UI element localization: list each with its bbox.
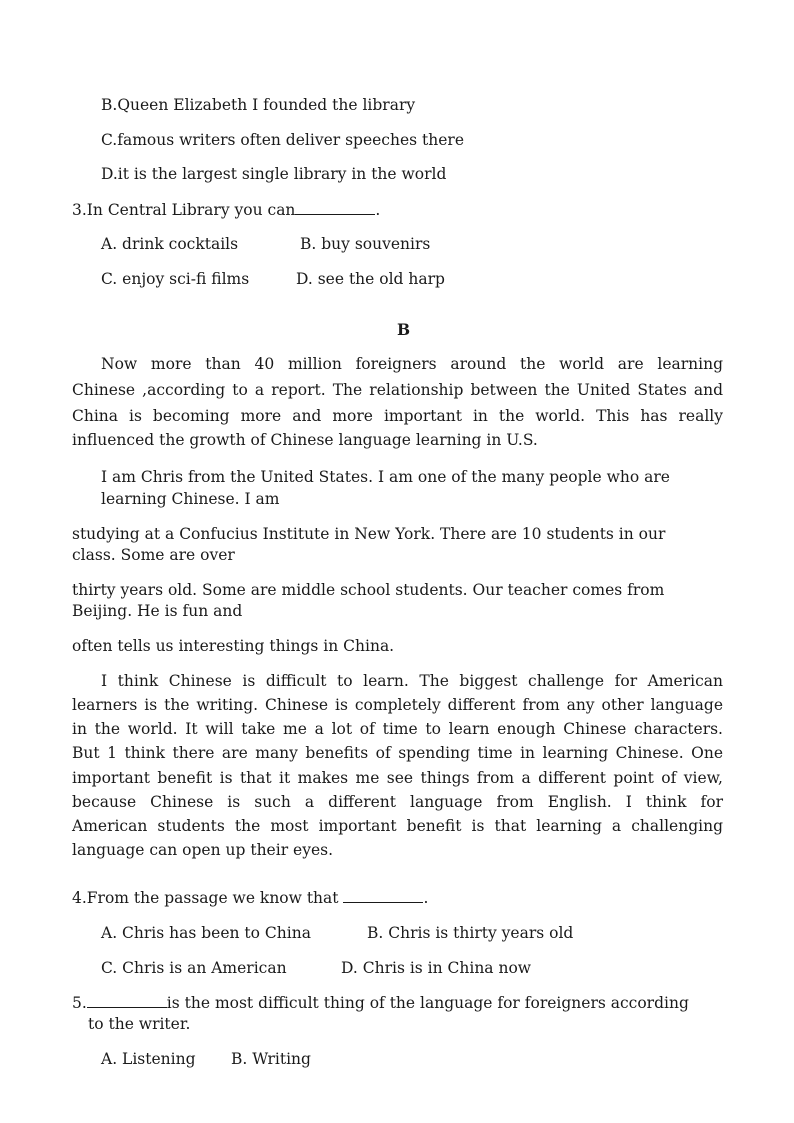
answer-blank [343, 888, 423, 903]
p1-line: Chinese ,according to a report. The relationship between the United States and [72, 381, 723, 399]
q2-option-d: D.it is the largest single library in the world [101, 165, 447, 183]
q5-option-a: A. Listening [101, 1050, 196, 1068]
q3-option-c: C. enjoy sci-fi films [101, 270, 250, 288]
p3-line: American students the most important benefit is that learning a challenging [72, 817, 723, 835]
p3-line: because Chinese is such a different language from English. I think for [72, 793, 723, 811]
q5-stem [72, 993, 689, 1013]
answer-blank [87, 993, 167, 1008]
q3-stem [72, 200, 380, 220]
q3-option-d: D. see the old harp [296, 270, 445, 288]
p3-line: I think Chinese is difficult to learn. The biggest challenge for American [101, 672, 723, 690]
q4-option-c: C. Chris is an American [101, 959, 287, 977]
q2-option-c: C.famous writers often deliver speeches there [101, 131, 464, 149]
p1-line: China is becoming more and more important in the world. This has really [72, 407, 723, 425]
q5-stem-line2: to the writer. [88, 1015, 191, 1033]
q4-stem [72, 888, 428, 908]
q5-stem-text: is the most difficult thing of the language for foreigners according [166, 994, 689, 1012]
q3-option-b: B. buy souvenirs [300, 235, 431, 253]
q2-option-b: B.Queen Elizabeth I founded the library [101, 96, 416, 114]
q4-stem-end: . [423, 889, 429, 907]
p3-line: learners is the writing. Chinese is completely different from any other language [72, 696, 723, 714]
p3-line: But 1 think there are many benefits of spending time in learning Chinese. One [72, 744, 723, 762]
p2-line: studying at a Confucius Institute in New York. There are 10 students in our [72, 525, 666, 543]
p3-line: in the world. It will take me a lot of time to learn enough Chinese characters. [72, 720, 723, 738]
q3-stem-end: . [375, 201, 381, 219]
p3-line: language can open up their eyes. [72, 841, 334, 859]
q3-stem-text: 3.In Central Library you can [72, 201, 296, 219]
p2-line: I am Chris from the United States. I am one of the many people who are [101, 468, 670, 486]
p2-line: class. Some are over [72, 546, 235, 564]
p2-line: thirty years old. Some are middle school students. Our teacher comes from [72, 581, 665, 599]
q4-option-d: D. Chris is in China now [341, 959, 532, 977]
q4-option-b: B. Chris is thirty years old [367, 924, 574, 942]
p2-line: often tells us interesting things in China. [72, 637, 395, 655]
q4-stem-text: 4.From the passage we know that [72, 889, 344, 907]
p3-line: important benefit is that it makes me see things from a different point of view, [72, 769, 723, 787]
p1-line: influenced the growth of Chinese language learning in U.S. [72, 431, 538, 449]
p2-line: learning Chinese. I am [101, 490, 280, 508]
p1-line: Now more than 40 million foreigners around the world are learning [101, 355, 723, 373]
q5-stem-number: 5. [72, 994, 87, 1012]
p2-line: Beijing. He is fun and [72, 602, 243, 620]
answer-blank [295, 200, 375, 215]
q4-option-a: A. Chris has been to China [101, 924, 311, 942]
q3-option-a: A. drink cocktails [101, 235, 239, 253]
section-heading: B [397, 320, 411, 339]
q5-option-b: B. Writing [231, 1050, 311, 1068]
